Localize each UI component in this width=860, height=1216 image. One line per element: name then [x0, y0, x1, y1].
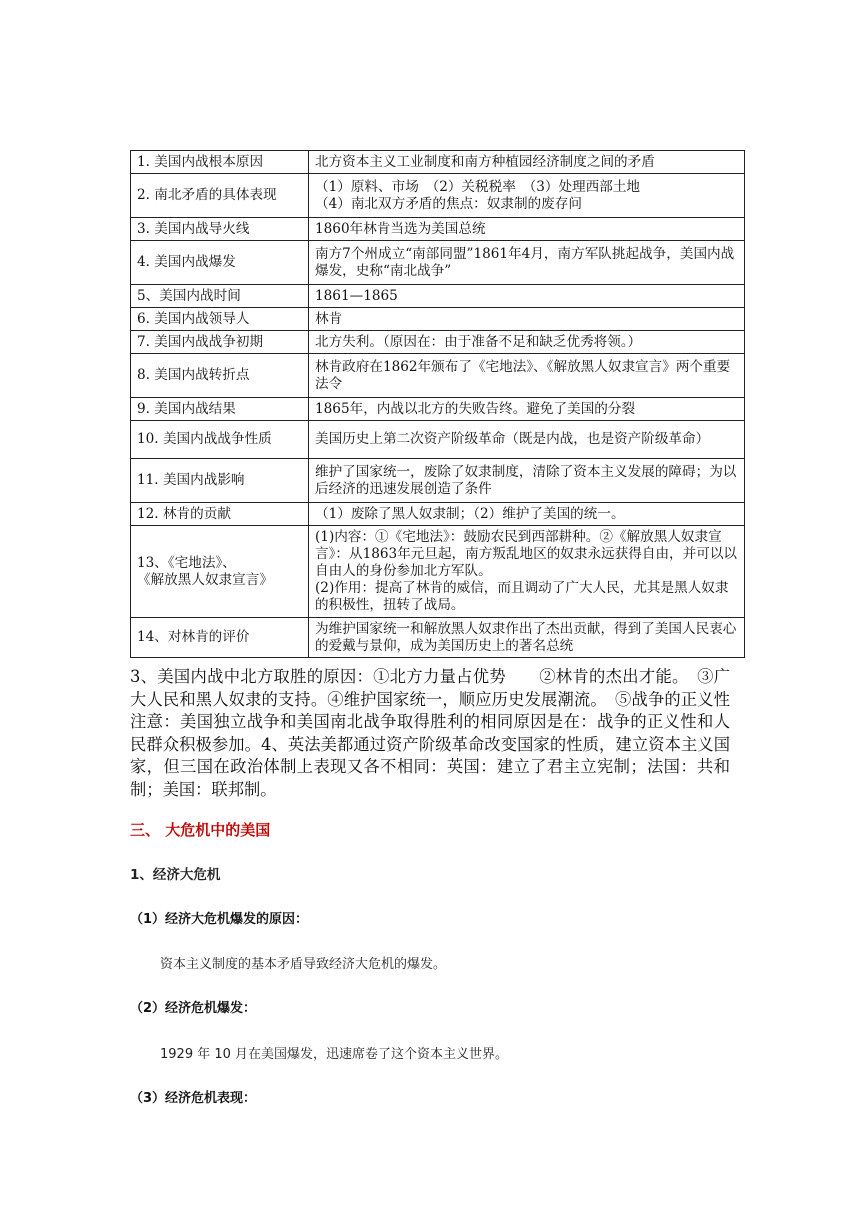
row-label [131, 526, 309, 618]
table-row [131, 526, 745, 618]
row-content [309, 174, 745, 218]
summary-table-body [131, 151, 745, 658]
row-label: 2. 南北矛盾的具体表现 [131, 174, 309, 218]
row-content: 林肯 [309, 308, 745, 331]
row-label: 5、美国内战时间 [131, 285, 309, 308]
row-label: 4. 美国内战爆发 [131, 241, 309, 285]
table-row [131, 285, 745, 308]
table-row [131, 459, 745, 503]
row-content: （1）废除了黑人奴隶制；（2）维护了美国的统一。 [309, 503, 745, 526]
row-content: 林肯政府在1862年颁布了《宅地法》、《解放黑人奴隶宣言》两个重要法令 [309, 354, 745, 398]
row-content-line: (2)作用：提高了林肯的威信，而且调动了广大人民，尤其是黑人奴隶的积极性，扭转了战局。 [315, 580, 729, 613]
table-row [131, 218, 745, 241]
row-content-line: (1)内容：①《宅地法》：鼓励农民到西部耕种。②《解放黑人奴隶宣言》：从1863年元旦起，南方叛乱地区的奴隶永远获得自由，并可以以自由人的身份参加北方军队。 [315, 529, 738, 579]
row-content: 为维护国家统一和解放黑人奴隶作出了杰出贡献，得到了美国人民衷心的爱戴与景仰，成为美国历史上的著名总统 [309, 618, 745, 658]
civil-war-summary-table [130, 150, 745, 658]
item-title: （2）经济危机爆发： [130, 1001, 257, 1016]
row-content: 1860年林肯当选为美国总统 [309, 218, 745, 241]
table-row [131, 503, 745, 526]
row-content: 1865年，内战以北方的失败告终。避免了美国的分裂 [309, 398, 745, 421]
row-label: 6. 美国内战领导人 [131, 308, 309, 331]
table-row [131, 398, 745, 421]
table-row [131, 241, 745, 285]
section-heading: 三、 大危机中的美国 [130, 821, 271, 839]
item-title: （1）经济大危机爆发的原因： [130, 912, 309, 927]
row-label: 8. 美国内战转折点 [131, 354, 309, 398]
table-row [131, 331, 745, 354]
row-label: 9. 美国内战结果 [131, 398, 309, 421]
row-label: 7. 美国内战战争初期 [131, 331, 309, 354]
row-content: 维护了国家统一，废除了奴隶制度，清除了资本主义发展的障碍；为以后经济的迅速发展创造了条件 [309, 459, 745, 503]
row-label: 11. 美国内战影响 [131, 459, 309, 503]
row-content: 美国历史上第二次资产阶级革命（既是内战，也是资产阶级革命） [309, 421, 745, 459]
table-row [131, 151, 745, 174]
item-body: 资本主义制度的基本矛盾导致经济大危机的爆发。 [160, 957, 447, 972]
row-label: 10. 美国内战战争性质 [131, 421, 309, 459]
row-content: 1861—1865 [309, 285, 745, 308]
victory-reasons-paragraph: 3、美国内战中北方取胜的原因：①北方力量占优势 ②林肯的杰出才能。 ③广大人民和黑人奴隶的支持。④维护国家统一，顺应历史发展潮流。 ⑤战争的正义性注意：美国独立战争和美国南北战争取得胜利的相同原因是在：战争的正义性和人民群众积极参加。4、英法美都通过资产阶级革命改变国家的性质，建立资本主义国家，但三国在政治体制上表现又各不相同：英国：建立了君主立宪制；法国：共和制；美国：联邦制。 [130, 667, 730, 799]
subsection-heading: 1、经济大危机 [130, 867, 221, 883]
row-content: 南方7个州成立“南部同盟”1861年4月，南方军队挑起战争，美国内战爆发，史称“南北战争” [309, 241, 745, 285]
row-label-line: 《解放黑人奴隶宣言》 [137, 571, 273, 588]
table-row [131, 308, 745, 331]
row-label: 14、对林肯的评价 [131, 618, 309, 658]
item-body: 1929 年 10 月在美国爆发，迅速席卷了这个资本主义世界。 [160, 1047, 509, 1062]
item-title: （3）经济危机表现： [130, 1091, 257, 1106]
row-label: 3. 美国内战导火线 [131, 218, 309, 241]
table-row [131, 618, 745, 658]
row-content: 北方资本主义工业制度和南方种植园经济制度之间的矛盾 [309, 151, 745, 174]
row-content [309, 526, 745, 618]
row-label: 1. 美国内战根本原因 [131, 151, 309, 174]
row-content: 北方失利。（原因在：由于准备不足和缺乏优秀将领。） [309, 331, 745, 354]
row-content-line: （4）南北双方矛盾的焦点：奴隶制的废存问 [315, 195, 582, 212]
row-content-line: （1）原料、市场 （2）关税税率 （3）处理西部土地 [315, 178, 641, 195]
table-row [131, 354, 745, 398]
row-label: 12. 林肯的贡献 [131, 503, 309, 526]
table-row [131, 421, 745, 459]
row-label-line: 13、《宅地法》、 [137, 554, 236, 571]
table-row [131, 174, 745, 218]
